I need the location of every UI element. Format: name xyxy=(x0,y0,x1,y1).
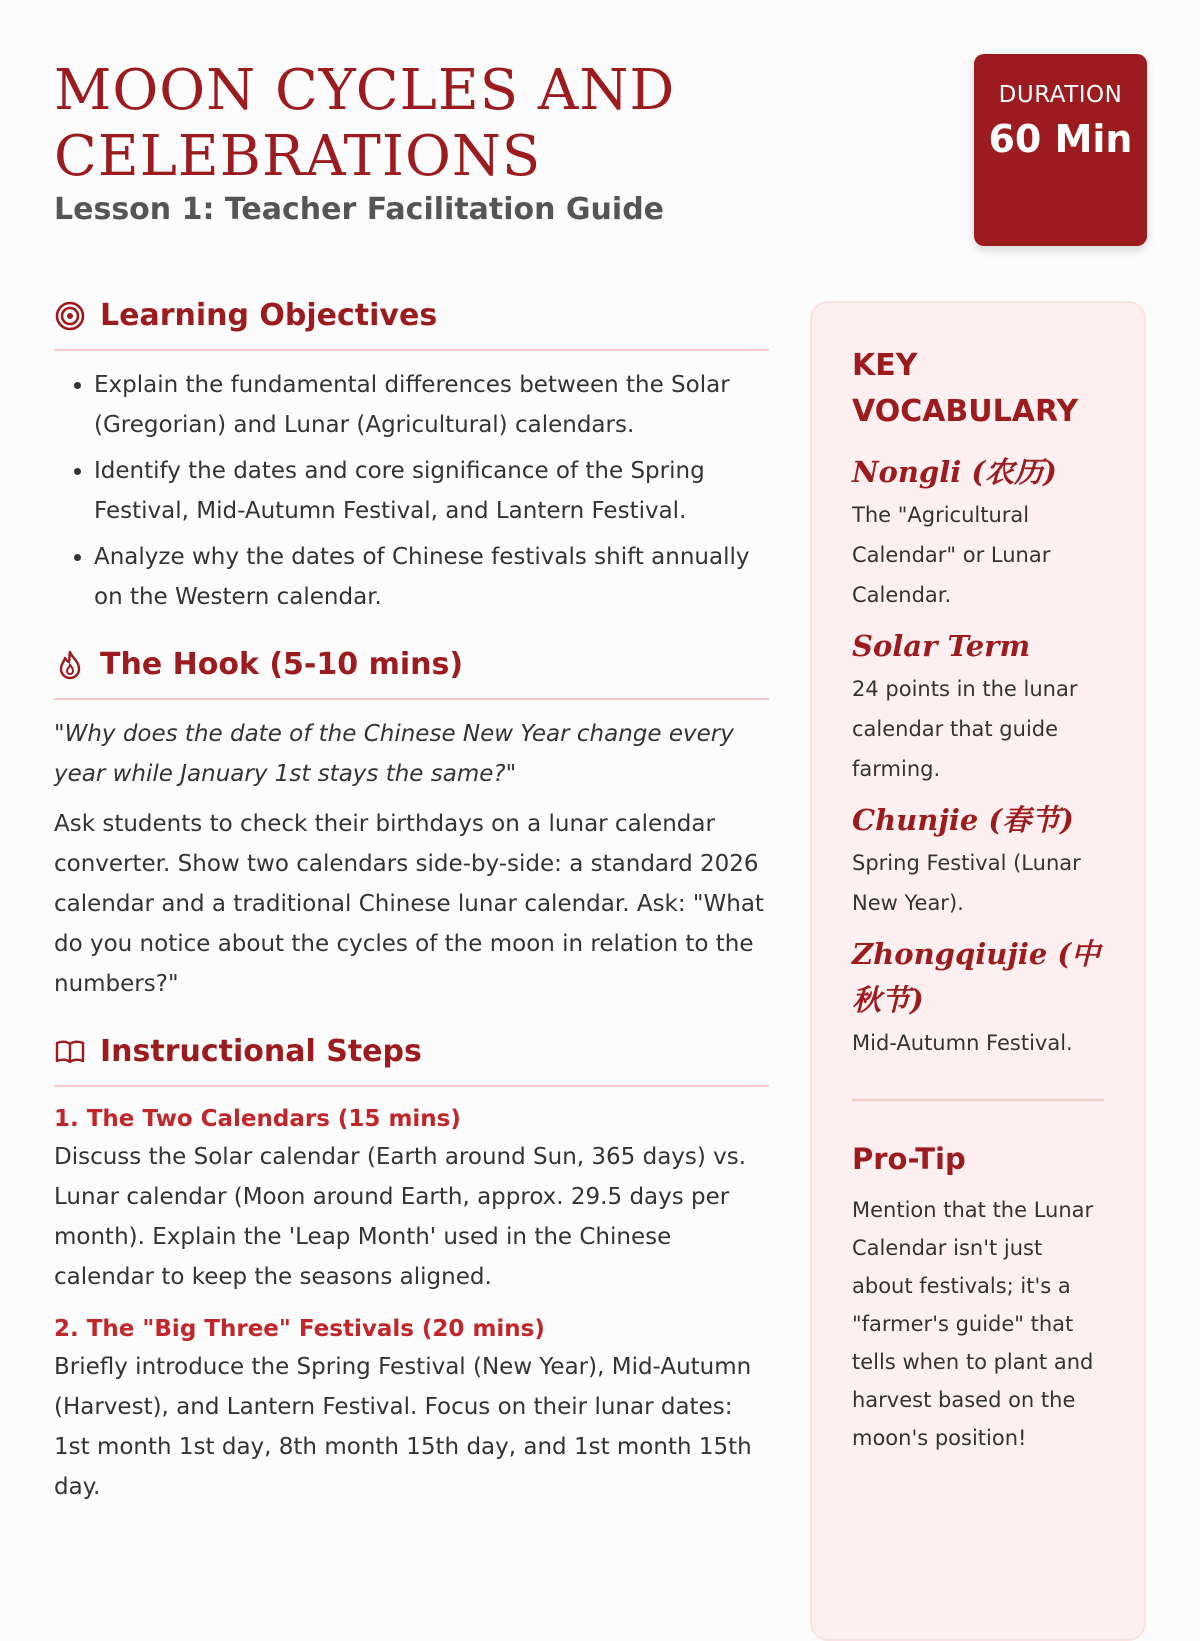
vocab-term: Chunjie (春节) xyxy=(852,803,1074,837)
duration-label: DURATION xyxy=(998,82,1123,108)
duration-badge xyxy=(974,54,1147,246)
vocab-item xyxy=(852,623,1104,789)
hook-section xyxy=(54,647,769,1004)
step-item xyxy=(54,1311,769,1507)
vocabulary-heading: KEY VOCABULARY xyxy=(852,348,1079,429)
objective-item: • Identify the dates and core significance of the Spring Festival, Mid-Autumn Festival, and Lantern Festival. xyxy=(94,451,769,531)
vocab-definition: Mid-Autumn Festival. xyxy=(852,1031,1073,1055)
pro-tip-text: Mention that the Lunar Calendar isn't just about festivals; it's a "farmer's guide" that tells when to plant and harvest based on the moon's position! xyxy=(852,1198,1094,1450)
page-subtitle: Lesson 1: Teacher Facilitation Guide xyxy=(54,192,665,227)
step-title: 2. The "Big Three" Festivals (20 mins) xyxy=(54,1316,545,1342)
target-icon xyxy=(54,300,86,332)
objective-item: • Analyze why the dates of Chinese festivals shift annually on the Western calendar. xyxy=(94,537,769,617)
objectives-list xyxy=(54,365,769,617)
vocab-term: Solar Term xyxy=(852,629,1031,663)
flame-icon xyxy=(54,649,86,681)
steps-section xyxy=(54,1034,769,1507)
vocab-item xyxy=(852,931,1104,1063)
vocab-item xyxy=(852,797,1104,923)
pro-tip-heading: Pro-Tip xyxy=(852,1142,966,1176)
vocab-definition: 24 points in the lunar calendar that guide farming. xyxy=(852,677,1078,781)
book-icon xyxy=(54,1036,86,1068)
step-text: Discuss the Solar calendar (Earth around Sun, 365 days) vs. Lunar calendar (Moon around Earth, approx. 29.5 days per month). Explain the 'Leap Month' used in the Chinese calendar to keep the seasons aligned. xyxy=(54,1144,747,1290)
vocab-definition: Spring Festival (Lunar New Year). xyxy=(852,851,1081,915)
objectives-section xyxy=(54,298,769,617)
objectives-header xyxy=(54,298,769,351)
hook-quote: "Why does the date of the Chinese New Year change every year while January 1st stays the same?" xyxy=(54,721,734,787)
vocab-term: Nongli (农历) xyxy=(852,455,1057,489)
steps-header xyxy=(54,1034,769,1087)
step-item xyxy=(54,1101,769,1297)
sidebar-divider xyxy=(852,1099,1104,1101)
hook-text: Ask students to check their birthdays on a lunar calendar converter. Show two calendars side-by-side: a standard 2026 calendar and a traditional Chinese lunar calendar. Ask: "What do you notice about the cycles of the moon in relation to the numbers?" xyxy=(54,811,764,997)
vocab-item xyxy=(852,449,1104,615)
vocab-term: Zhongqiujie (中秋节) xyxy=(852,937,1101,1017)
page-title: MOON CYCLES AND CELEBRATIONS xyxy=(54,58,676,189)
hook-heading: The Hook (5-10 mins) xyxy=(100,647,464,682)
objectives-heading: Learning Objectives xyxy=(100,298,438,333)
steps-heading: Instructional Steps xyxy=(100,1034,422,1069)
step-text: Briefly introduce the Spring Festival (New Year), Mid-Autumn (Harvest), and Lantern Festival. Focus on their lunar dates: 1st month 1st day, 8th month 15th day, and 1st month 15th day. xyxy=(54,1354,752,1500)
main-content xyxy=(54,298,769,1537)
vocabulary-sidebar xyxy=(810,301,1146,1641)
objective-item: • Explain the fundamental differences between the Solar (Gregorian) and Lunar (Agricultural) calendars. xyxy=(94,365,769,445)
page-header xyxy=(54,58,894,230)
hook-header xyxy=(54,647,769,700)
step-title: 1. The Two Calendars (15 mins) xyxy=(54,1106,461,1132)
vocab-definition: The "Agricultural Calendar" or Lunar Calendar. xyxy=(852,503,1051,607)
duration-value: 60 Min xyxy=(988,117,1133,161)
